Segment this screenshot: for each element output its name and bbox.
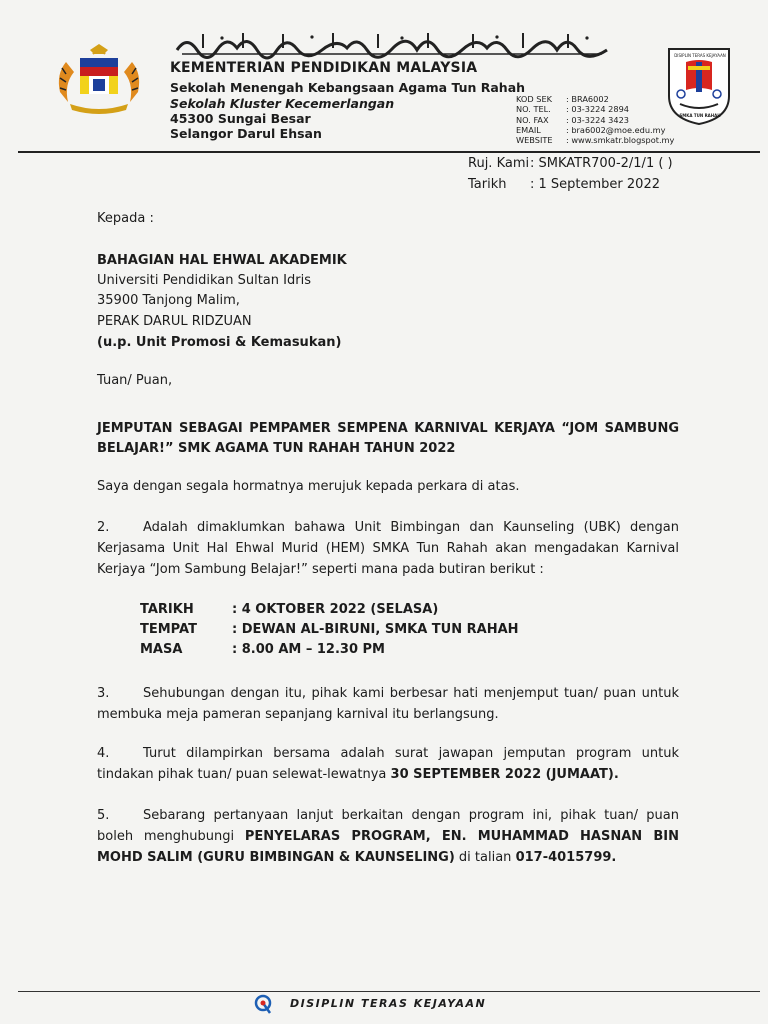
contact-row [516, 115, 674, 125]
detail-row [140, 640, 519, 660]
contact-row [516, 135, 674, 145]
footer-divider [18, 991, 760, 992]
detail-label: TEMPAT [140, 622, 197, 637]
school-name: Sekolah Menengah Kebangsaan Agama Tun Rahah [170, 80, 526, 95]
reference-number [468, 156, 673, 171]
paragraph-text: Adalah dimaklumkan bahawa Unit Bimbingan dan Kaunseling (UBK) dengan Kerjasama Unit Hal Ehwal Murid (HEM) SMKA Tun Rahah akan mengadakan Karnival Kerjaya “Jom Sambung Belajar!” seperti mana pada butiran berikut : [97, 520, 679, 577]
detail-row [140, 620, 519, 640]
contact-value: : BRA6002 [566, 94, 609, 104]
detail-value: : 4 OKTOBER 2022 (SELASA) [232, 602, 439, 617]
reference-value: : SMKATR700-2/1/1 ( ) [530, 156, 673, 171]
ministry-name: KEMENTERIAN PENDIDIKAN MALAYSIA [170, 60, 478, 76]
recipient-line: (u.p. Unit Promosi & Kemasukan) [97, 335, 342, 350]
kepada-label: Kepada : [97, 211, 154, 226]
paragraph-1: Saya dengan segala hormatnya merujuk kepada perkara di atas. [97, 479, 520, 494]
coat-of-arms-icon [46, 44, 152, 116]
paragraph-2 [97, 517, 679, 580]
paragraph-text: di talian [454, 850, 516, 865]
paragraph-number: 2. [97, 520, 110, 535]
footer-motto: DISIPLIN TERAS KEJAYAAN [290, 997, 487, 1010]
contact-block [516, 94, 674, 145]
footer-emblem-icon [252, 993, 274, 1015]
arabic-calligraphy-header [172, 30, 612, 60]
paragraph-number: 4. [97, 746, 110, 761]
paragraph-text: Sebarang pertanyaan lanjut berkaitan dengan program ini, pihak tuan/ puan boleh menghubungi [97, 808, 679, 844]
letter-subject: JEMPUTAN SEBAGAI PEMPAMER SEMPENA KARNIVAL KERJAYA “JOM SAMBUNG BELAJAR!” SMK AGAMA TUN RAHAH TAHUN 2022 [97, 421, 679, 456]
contact-label: NO. FAX [516, 114, 549, 125]
contact-label: NO. TEL. [516, 104, 551, 115]
contact-row [516, 94, 674, 104]
contact-value: : bra6002@moe.edu.my [566, 124, 666, 135]
paragraph-number: 3. [97, 686, 110, 701]
paragraph-number: 5. [97, 808, 110, 823]
salutation: Tuan/ Puan, [97, 373, 173, 388]
contact-value: : www.smkatr.blogspot.my [566, 135, 675, 146]
school-logo-motto: DISIPLIN TERAS KEJAYAAN [674, 53, 726, 58]
detail-row [140, 600, 519, 620]
contact-label: WEBSITE [516, 135, 553, 146]
school-logo-name: SMKA TUN RAHAH [679, 113, 721, 118]
school-address-line-1: 45300 Sungai Besar [170, 111, 311, 126]
contact-label: EMAIL [516, 124, 541, 135]
detail-label: MASA [140, 642, 183, 657]
recipient-line: Universiti Pendidikan Sultan Idris [97, 273, 311, 288]
detail-label: TARIKH [140, 602, 194, 617]
school-cluster: Sekolah Kluster Kecemerlangan [170, 96, 395, 111]
date-value: : 1 September 2022 [530, 177, 660, 192]
recipient-line: 35900 Tanjong Malim, [97, 293, 240, 308]
date-label: Tarikh [468, 177, 507, 192]
paragraph-text: Turut dilampirkan bersama adalah surat jawapan jemputan program untuk tindakan pihak tuan/ puan selewat-lewatnya [97, 746, 679, 782]
school-address-line-2: Selangor Darul Ehsan [170, 126, 322, 141]
reference-label: Ruj. Kami [468, 156, 530, 171]
paragraph-4 [97, 743, 679, 785]
contact-phone: 017-4015799. [515, 850, 617, 865]
paragraph-text: Sehubungan dengan itu, pihak kami berbesar hati menjemput tuan/ puan untuk membuka meja pameran sepanjang karnival itu berlangsung. [97, 686, 679, 722]
detail-value: : DEWAN AL-BIRUNI, SMKA TUN RAHAH [232, 622, 519, 637]
program-coordinator: PENYELARAS PROGRAM, EN. MUHAMMAD HASNAN BIN MOHD SALIM (GURU BIMBINGAN & KAUNSELING) [97, 829, 679, 865]
event-details [140, 600, 519, 660]
header-divider [18, 151, 760, 153]
contact-value: : 03-3224 2894 [566, 104, 630, 115]
contact-value: : 03-3224 3423 [566, 114, 630, 125]
contact-row [516, 104, 674, 114]
letter-date [468, 177, 660, 192]
paragraph-5 [97, 805, 679, 868]
contact-row [516, 125, 674, 135]
paragraph-3 [97, 683, 679, 725]
reply-deadline: 30 SEPTEMBER 2022 (JUMAAT). [390, 767, 619, 782]
detail-value: : 8.00 AM – 12.30 PM [232, 642, 385, 657]
recipient-line: PERAK DARUL RIDZUAN [97, 314, 252, 329]
recipient-line: BAHAGIAN HAL EHWAL AKADEMIK [97, 253, 347, 268]
contact-label: KOD SEK [516, 94, 553, 104]
